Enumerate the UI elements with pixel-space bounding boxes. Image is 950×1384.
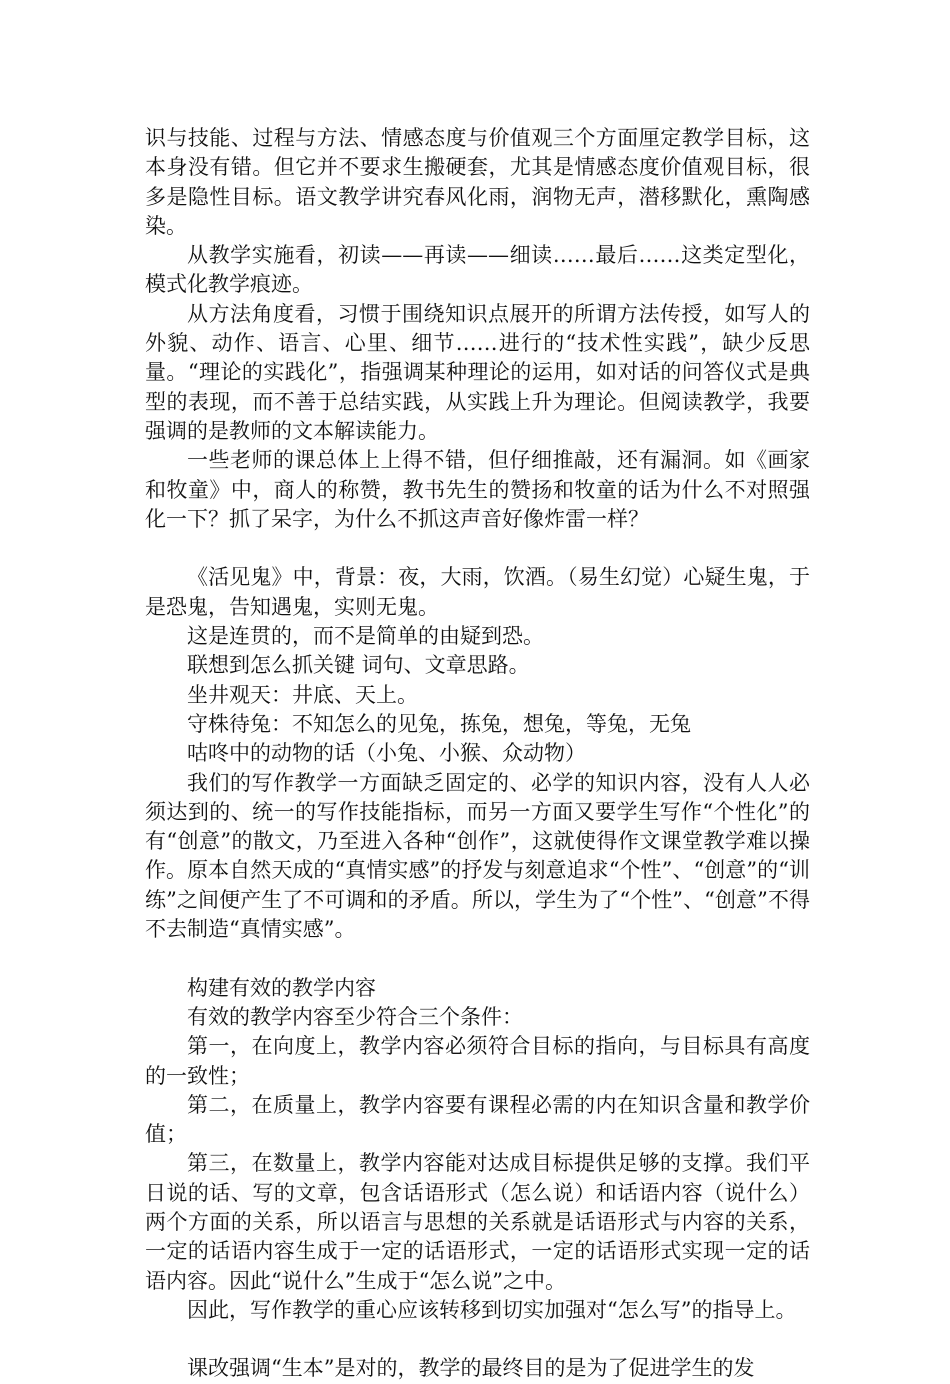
- paragraph: 这是连贯的，而不是简单的由疑到恐。: [187, 624, 544, 649]
- paragraph: 我们的写作教学一方面缺乏固定的、必学的知识内容，没有人人必须达到的、统一的写作技能指标，而另一方面又要学生写作“个性化”的有“创意”的散文，乃至进入各种“创作”，这就使得作文课堂教学难以操作。原本自然天成的“真情实感”的抒发与刻意追求“个性”、“创意”的“训练”之间便产生了不可调和的矛盾。所以，学生为了“个性”、“创意”不得不去制造“真情实感”。: [145, 770, 810, 942]
- paragraph: 坐井观天：井底、天上。: [187, 682, 418, 707]
- paragraph: 构建有效的教学内容: [187, 975, 376, 1000]
- paragraph: 有效的教学内容至少符合三个条件：: [187, 1004, 523, 1029]
- blank-line: [145, 944, 810, 973]
- paragraph: 从方法角度看，习惯于围绕知识点展开的所谓方法传授，如写人的外貌、动作、语言、心里、细节……进行的“技术性实践”，缺少反思量。“理论的实践化”，指强调某种理论的运用，如对话的问答仪式是典型的表现，而不善于总结实践，从实践上升为理论。但阅读教学，我要强调的是教师的文本解读能力。: [145, 301, 810, 443]
- paragraph: 联想到怎么抓关键 词句、文章思路。: [187, 653, 530, 678]
- paragraph: 从教学实施看，初读——再读——细读……最后……这类定型化，模式化教学痕迹。: [145, 243, 810, 297]
- paragraph: 一些老师的课总体上上得不错，但仔细推敲，还有漏洞。如《画家和牧童》中，商人的称赞，教书先生的赞扬和牧童的话为什么不对照强化一下？抓了呆字，为什么不抓这声音好像炸雷一样？: [145, 448, 810, 531]
- paragraph: 咕咚中的动物的话（小兔、小猴、众动物）: [187, 741, 586, 766]
- paragraph: 守株待兔：不知怎么的见兔，拣兔，想兔，等兔，无兔: [187, 711, 691, 736]
- paragraph: 第二，在质量上，教学内容要有课程必需的内在知识含量和教学价值；: [145, 1092, 810, 1147]
- document-page: [145, 124, 810, 1384]
- paragraph: 识与技能、过程与方法、情感态度与价值观三个方面厘定教学目标，这本身没有错。但它并不要求生搬硬套，尤其是情感态度价值观目标，很多是隐性目标。语文教学讲究春风化雨，润物无声，潜移默化，熏陶感染。: [145, 126, 810, 238]
- paragraph: 《活见鬼》中，背景：夜，大雨，饮酒。（易生幻觉）心疑生鬼，于是恐鬼，告知遇鬼，实则无鬼。: [145, 565, 810, 619]
- paragraph: 课改强调“生本”是对的，教学的最终目的是为了促进学生的发: [187, 1356, 755, 1381]
- blank-line: [145, 534, 810, 563]
- blank-line: [145, 1325, 810, 1354]
- paragraph: 第一，在向度上，教学内容必须符合目标的指向，与目标具有高度的一致性；: [145, 1034, 810, 1088]
- paragraph: 第三，在数量上，教学内容能对达成目标提供足够的支撑。我们平日说的话、写的文章，包含话语形式（怎么说）和话语内容（说什么）两个方面的关系，所以语言与思想的关系就是话语形式与内容的关系，一定的话语内容生成于一定的话语形式，一定的话语形式实现一定的话语内容。因此“说什么”生成于“怎么说”之中。: [145, 1151, 810, 1293]
- paragraph: 因此，写作教学的重心应该转移到切实加强对“怎么写”的指导上。: [187, 1297, 797, 1322]
